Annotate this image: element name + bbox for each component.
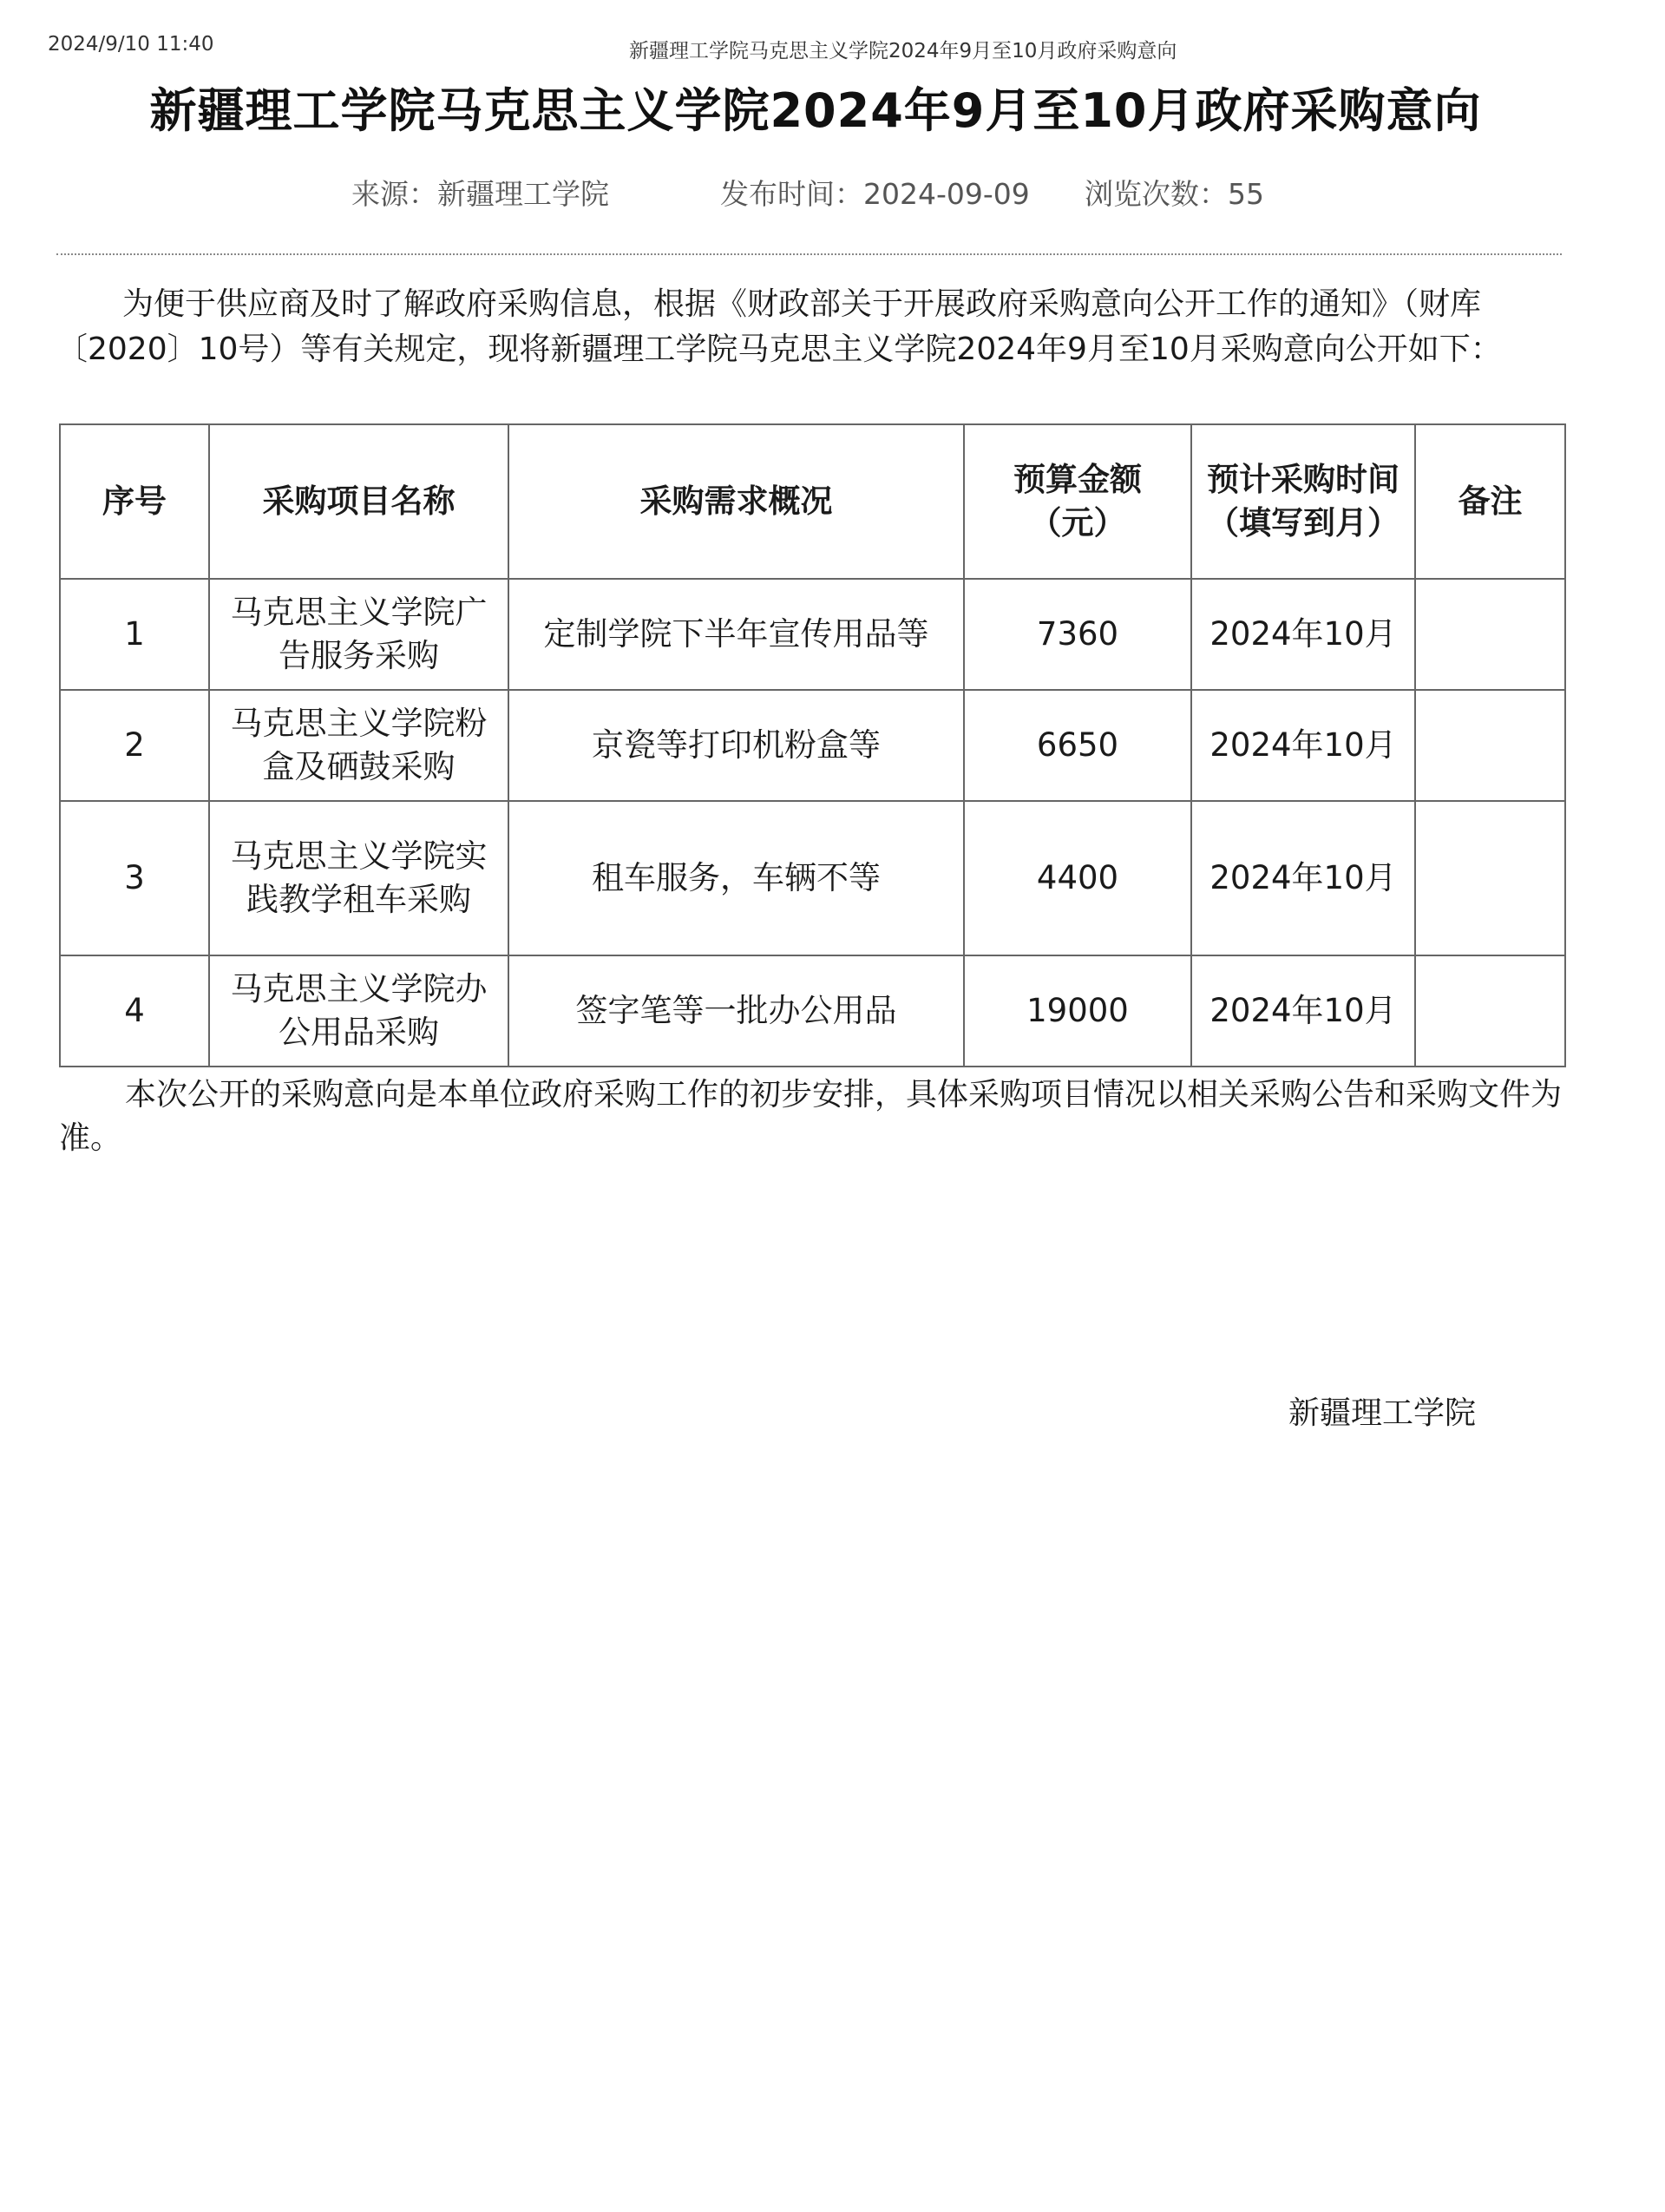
cell-summary: 定制学院下半年宣传用品等 — [508, 579, 964, 690]
cell-summary: 租车服务，车辆不等 — [508, 801, 964, 955]
table-row — [60, 801, 1565, 955]
table-row — [60, 690, 1565, 801]
cell-summary: 签字笔等一批办公用品 — [508, 955, 964, 1067]
table-row — [60, 579, 1565, 690]
cell-remark — [1415, 955, 1565, 1067]
header-index: 序号 — [60, 424, 209, 579]
cell-budget: 19000 — [964, 955, 1191, 1067]
footer-note: 本次公开的采购意向是本单位政府采购工作的初步安排，具体采购项目情况以相关采购公告和采购文件为准。 — [59, 1077, 1563, 1156]
procurement-table-wrapper — [59, 423, 1564, 1067]
cell-index: 4 — [60, 955, 209, 1067]
meta-publish-date: 发布时间：2024-09-09 — [720, 177, 1030, 211]
cell-index: 2 — [60, 690, 209, 801]
header-remark: 备注 — [1415, 424, 1565, 579]
cell-name: 马克思主义学院实践教学租车采购 — [209, 801, 508, 955]
cell-time: 2024年10月 — [1191, 579, 1415, 690]
signature: 新疆理工学院 — [1288, 1395, 1477, 1431]
cell-summary: 京瓷等打印机粉盒等 — [508, 690, 964, 801]
cell-remark — [1415, 579, 1565, 690]
cell-time: 2024年10月 — [1191, 690, 1415, 801]
cell-name: 马克思主义学院办公用品采购 — [209, 955, 508, 1067]
header-summary: 采购需求概况 — [508, 424, 964, 579]
table-header-row — [60, 424, 1565, 579]
cell-name: 马克思主义学院广告服务采购 — [209, 579, 508, 690]
header-budget: 预算金额（元） — [964, 424, 1191, 579]
cell-time: 2024年10月 — [1191, 801, 1415, 955]
print-page-title: 新疆理工学院马克思主义学院2024年9月至10月政府采购意向 — [629, 40, 1177, 62]
cell-index: 1 — [60, 579, 209, 690]
intro-paragraph: 为便于供应商及时了解政府采购信息，根据《财政部关于开展政府采购意向公开工作的通知》（财库〔2020〕10号）等有关规定，现将新疆理工学院马克思主义学院2024年9月至10月采购意向公开如下： — [56, 286, 1502, 367]
cell-name: 马克思主义学院粉盒及硒鼓采购 — [209, 690, 508, 801]
cell-remark — [1415, 690, 1565, 801]
cell-remark — [1415, 801, 1565, 955]
cell-budget: 4400 — [964, 801, 1191, 955]
cell-budget: 6650 — [964, 690, 1191, 801]
procurement-table — [59, 423, 1566, 1067]
document-title: 新疆理工学院马克思主义学院2024年9月至10月政府采购意向 — [149, 83, 1482, 138]
divider — [56, 253, 1562, 255]
meta-source: 来源：新疆理工学院 — [351, 177, 609, 211]
print-datetime: 2024/9/10 11:40 — [48, 33, 214, 56]
cell-index: 3 — [60, 801, 209, 955]
cell-time: 2024年10月 — [1191, 955, 1415, 1067]
meta-views: 浏览次数：55 — [1085, 177, 1264, 211]
print-header — [48, 33, 1617, 68]
header-time: 预计采购时间（填写到月） — [1191, 424, 1415, 579]
table-row — [60, 955, 1565, 1067]
cell-budget: 7360 — [964, 579, 1191, 690]
header-name: 采购项目名称 — [209, 424, 508, 579]
